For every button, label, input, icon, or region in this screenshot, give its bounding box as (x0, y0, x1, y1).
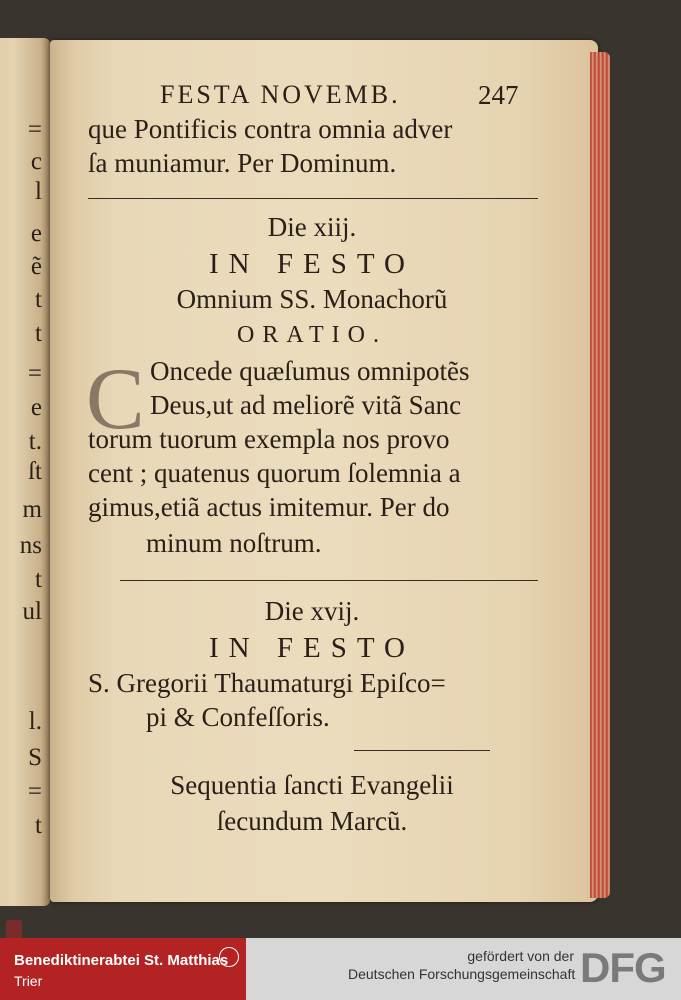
institution-name: Benediktinerabtei St. Matthias (14, 952, 229, 969)
feast-heading: IN FESTO (209, 248, 415, 280)
facing-page-left (0, 38, 50, 906)
page-number: 247 (478, 80, 519, 110)
margin-fragment: ns (19, 532, 42, 559)
institution-badge[interactable] (0, 938, 246, 1000)
oratio-heading: ORATIO. (237, 322, 387, 348)
margin-fragment: m (22, 496, 42, 523)
gospel-line: ſecundum Marcũ. (216, 806, 408, 836)
feast-subtitle: Omnium SS. Monachorũ (176, 284, 448, 314)
margin-fragment: ſt (28, 458, 42, 485)
margin-fragment: l (35, 178, 42, 205)
margin-fragment: t (35, 566, 42, 593)
footer-banner (0, 938, 681, 1000)
institution-city: Trier (14, 973, 43, 989)
dfg-logo-icon[interactable]: DFG (580, 944, 666, 991)
margin-fragment: t (35, 812, 42, 839)
margin-fragment: ul (22, 598, 42, 625)
funding-note: gefördert von der (467, 948, 574, 964)
margin-fragment: ẽ (30, 253, 42, 280)
gospel-line: Sequentia ſancti Evangelii (170, 770, 454, 800)
text-line: pi & Confeſſoris. (146, 702, 330, 732)
feast-date: Die xiij. (267, 212, 357, 242)
red-page-edges (590, 52, 610, 898)
margin-fragment: = (27, 778, 42, 805)
short-divider (354, 750, 490, 751)
margin-fragment: = (27, 360, 42, 387)
margin-fragment: e (30, 394, 42, 421)
funding-organization: Deutschen Forschungsgemeinschaft (348, 966, 576, 982)
running-title: FESTA NOVEMB. (160, 80, 401, 109)
margin-fragment: = (27, 116, 42, 143)
margin-fragment: t. (28, 428, 42, 455)
margin-fragment: e (30, 220, 42, 247)
margin-fragment: t (35, 320, 42, 347)
feast-date: Die xvij. (264, 596, 360, 626)
feast-heading: IN FESTO (209, 632, 415, 664)
text-line: cent ; quatenus quorum ſolemnia a (88, 458, 461, 488)
margin-fragment: S (28, 744, 42, 771)
margin-fragment: t (35, 286, 42, 313)
text-line: ſa muniamur. Per Dominum. (88, 148, 397, 178)
text-line: S. Gregorii Thaumaturgi Epiſco= (88, 668, 446, 698)
margin-fragment: c (30, 148, 42, 175)
bookmark-ribbon (6, 920, 22, 938)
section-divider (120, 580, 538, 581)
text-line: torum tuorum exempla nos provo (88, 424, 450, 454)
text-line: minum noſtrum. (146, 528, 322, 558)
abbey-logo-icon (219, 947, 239, 967)
text-line: que Pontificis contra omnia adver (88, 114, 453, 144)
text-line: Oncede quæſumus omnipotẽs (150, 356, 470, 386)
text-line: Deus,ut ad meliorẽ vitã Sanc (150, 390, 462, 420)
drop-capital: C (86, 351, 145, 448)
text-line: gimus,etiã actus imitemur. Per do (88, 492, 450, 522)
margin-fragment: l. (28, 708, 42, 735)
section-divider (88, 198, 538, 199)
